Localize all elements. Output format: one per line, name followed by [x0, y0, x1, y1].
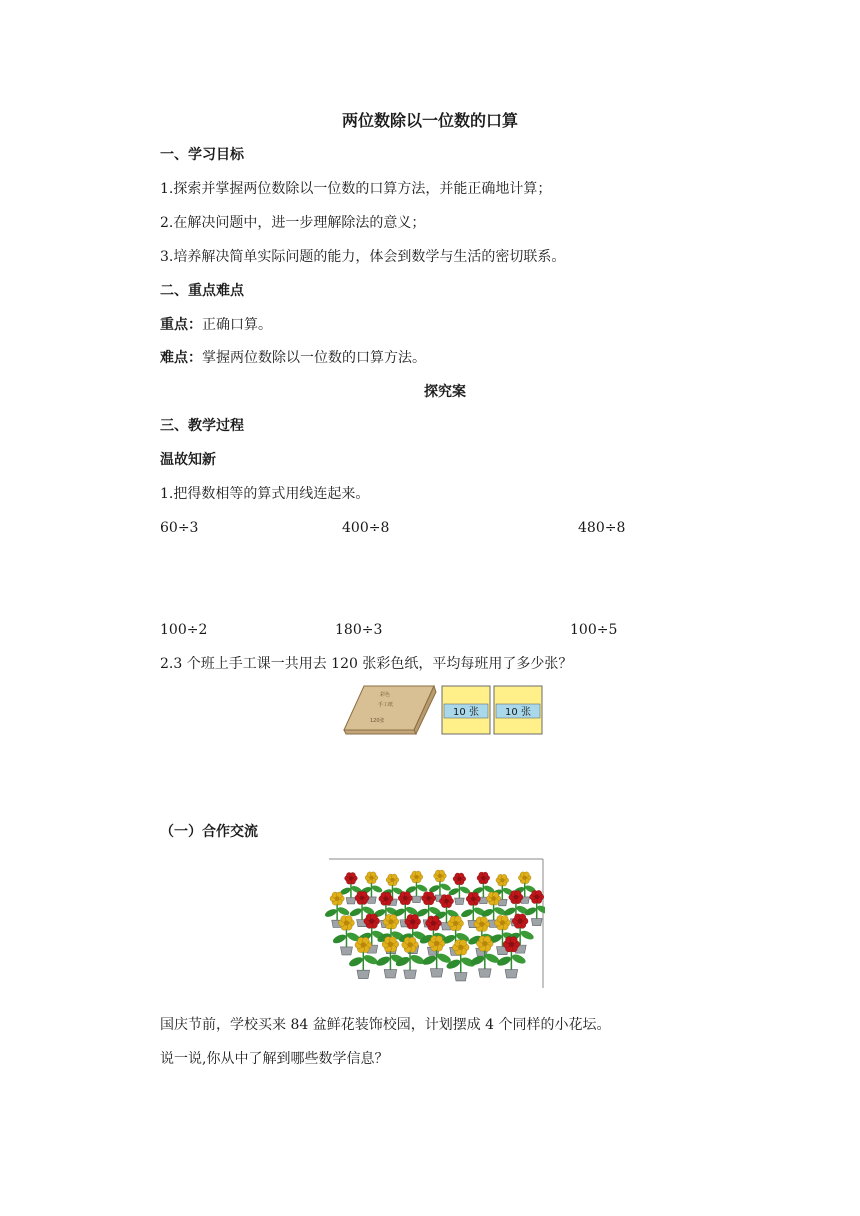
paragraph-prompt: 说一说,你从中了解到哪些数学信息？ — [160, 1051, 389, 1067]
paper-pack-icon — [344, 686, 436, 734]
goal-item-3: 3.培养解决简单实际问题的能力，体会到数学与生活的密切联系。 — [160, 249, 566, 265]
section-goals-heading: 一、学习目标 — [160, 147, 244, 163]
paper-stack-2-icon — [494, 686, 542, 734]
section-process-heading: 三、教学过程 — [160, 418, 244, 434]
expr-top-2: 400÷8 — [342, 520, 390, 536]
goal-item-2: 2.在解决问题中，进一步理解除法的意义； — [160, 215, 426, 231]
goal-item-1: 1.探索并掌握两位数除以一位数的口算方法，并能正确地计算； — [160, 181, 552, 197]
question-2: 2.3 个班上手工课一共用去 120 张彩色纸，平均每班用了多少张？ — [160, 656, 573, 672]
paragraph-flowers: 国庆节前，学校买来 84 盆鲜花装饰校园，计划摆成 4 个同样的小花坛。 — [160, 1017, 611, 1033]
pack-text-1: 彩色 — [380, 692, 391, 698]
difficulty-text: 掌握两位数除以一位数的口算方法。 — [202, 350, 426, 366]
question-1: 1.把得数相等的算式用线连起来。 — [160, 486, 370, 502]
difficulty-line — [160, 348, 426, 368]
colored-paper-illustration — [340, 684, 546, 736]
key-point-label: 重点： — [160, 317, 202, 333]
pack-text-2: 手工纸 — [378, 702, 394, 708]
key-point-text: 正确口算。 — [202, 317, 272, 333]
expr-bottom-1: 100÷2 — [160, 622, 208, 638]
expr-top-1: 60÷3 — [160, 520, 199, 536]
expr-bottom-2: 180÷3 — [335, 622, 383, 638]
stack-label-1: 10 张 — [453, 707, 479, 718]
key-point-line — [160, 315, 272, 335]
page-title: 两位数除以一位数的口算 — [341, 111, 518, 130]
expr-top-3: 480÷8 — [578, 520, 626, 536]
flower-pots-illustration — [325, 856, 545, 992]
section-key-points-heading: 二、重点难点 — [160, 283, 244, 299]
pack-text-3: 120张 — [370, 718, 385, 724]
exploration-heading: 探究案 — [424, 384, 466, 400]
stack-label-2: 10 张 — [505, 707, 531, 718]
review-heading: 温故知新 — [160, 452, 216, 468]
expr-bottom-3: 100÷5 — [570, 622, 618, 638]
cooperation-heading: （一）合作交流 — [160, 824, 258, 840]
paper-stack-1-icon — [442, 686, 490, 734]
difficulty-label: 难点： — [160, 350, 202, 366]
